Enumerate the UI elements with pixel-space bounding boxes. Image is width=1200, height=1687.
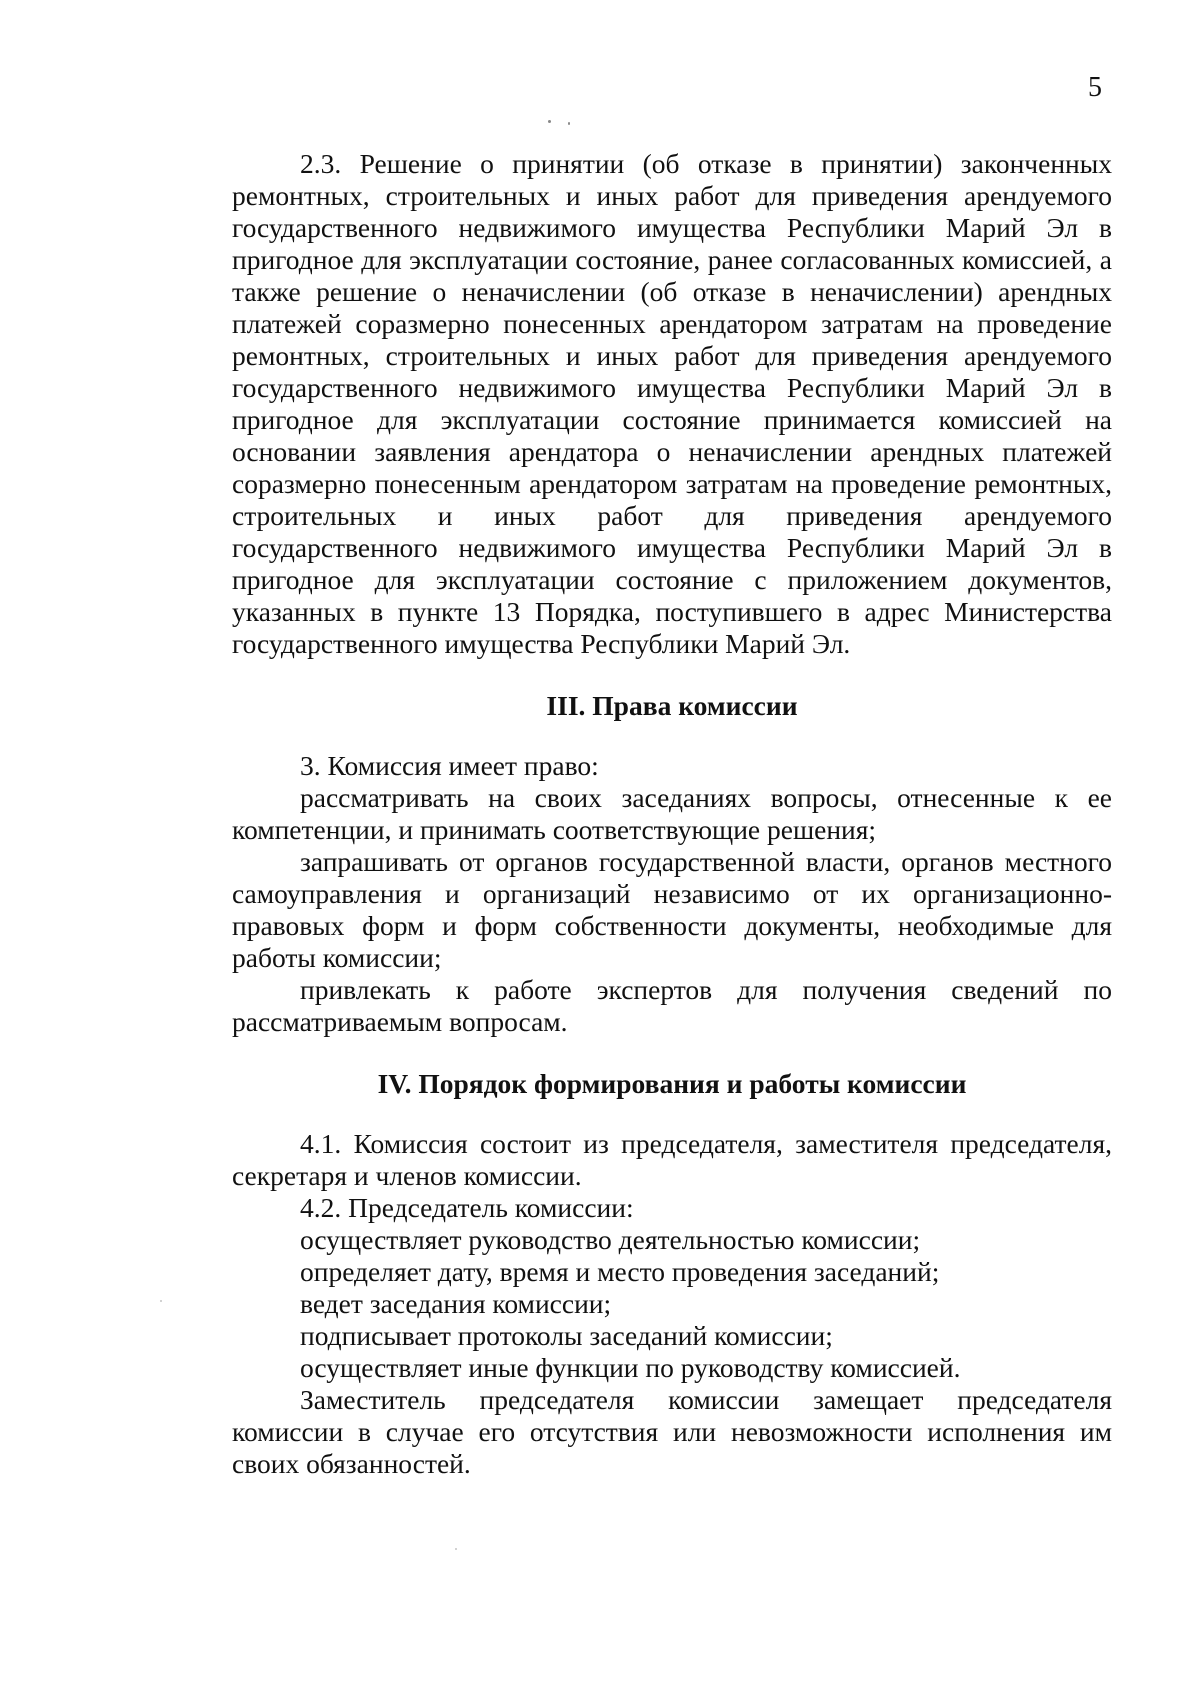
section-4-heading: IV. Порядок формирования и работы комиссии bbox=[377, 1068, 967, 1099]
document-body bbox=[232, 148, 1112, 1480]
rights-item: рассматривать на своих заседаниях вопросы, отнесенные к ее компетенции, и принимать соответствующие решения; bbox=[232, 782, 1112, 845]
spacer bbox=[232, 1038, 1112, 1068]
chair-duty-item: осуществляет иные функции по руководству комиссией. bbox=[300, 1352, 961, 1383]
chair-duty-item: определяет дату, время и место проведения заседаний; bbox=[300, 1256, 940, 1287]
chair-duty-item: ведет заседания комиссии; bbox=[300, 1288, 612, 1319]
page-number: 5 bbox=[1088, 72, 1102, 103]
scan-speck bbox=[568, 122, 570, 125]
section-3-heading: III. Права комиссии bbox=[546, 690, 798, 721]
paragraph-4-2: 4.2. Председатель комиссии: bbox=[300, 1192, 634, 1223]
spacer bbox=[232, 722, 1112, 750]
deputy-paragraph: Заместитель председателя комиссии замещает председателя комиссии в случае его отсутствия или невозможности исполнения им своих обязанностей. bbox=[232, 1384, 1112, 1479]
chair-duty-item: подписывает протоколы заседаний комиссии; bbox=[300, 1320, 833, 1351]
chair-duty-item: осуществляет руководство деятельностью комиссии; bbox=[300, 1224, 921, 1255]
section-3-intro: 3. Комиссия имеет право: bbox=[300, 750, 599, 781]
rights-item: запрашивать от органов государственной власти, органов местного самоуправления и организаций независимо от их организационно-правовых форм и форм собственности документы, необходимые для работы комиссии; bbox=[232, 846, 1112, 973]
paragraph-4-1: 4.1. Комиссия состоит из председателя, заместителя председателя, секретаря и членов комиссии. bbox=[232, 1128, 1112, 1191]
scan-speck bbox=[160, 1300, 162, 1302]
rights-item: привлекать к работе экспертов для получения сведений по рассматриваемым вопросам. bbox=[232, 974, 1112, 1037]
spacer bbox=[232, 1100, 1112, 1128]
spacer bbox=[232, 660, 1112, 690]
paragraph-2-3: 2.3. Решение о принятии (об отказе в принятии) законченных ремонтных, строительных и иных работ для приведения арендуемого государственного недвижимого имущества Республики Марий Эл в пригодное для эксплуатации состояние, ранее согласованных комиссией, а также решение о неначислении (об отказе в неначислении) арендных платежей соразмерно понесенных арендатором затратам на проведение ремонтных, строительных и иных работ для приведения арендуемого государственного недвижимого имущества Республики Марий Эл в пригодное для эксплуатации состояние принимается комиссией на основании заявления арендатора о неначислении арендных платежей соразмерно понесенным арендатором затратам на проведение ремонтных, строительных и иных работ для приведения арендуемого государственного недвижимого имущества Республики Марий Эл в пригодное для эксплуатации состояние с приложением документов, указанных в пункте 13 Порядка, поступившего в адрес Министерства государственного имущества Республики Марий Эл. bbox=[232, 148, 1112, 659]
scan-speck bbox=[548, 120, 551, 123]
scan-speck bbox=[455, 1548, 457, 1550]
